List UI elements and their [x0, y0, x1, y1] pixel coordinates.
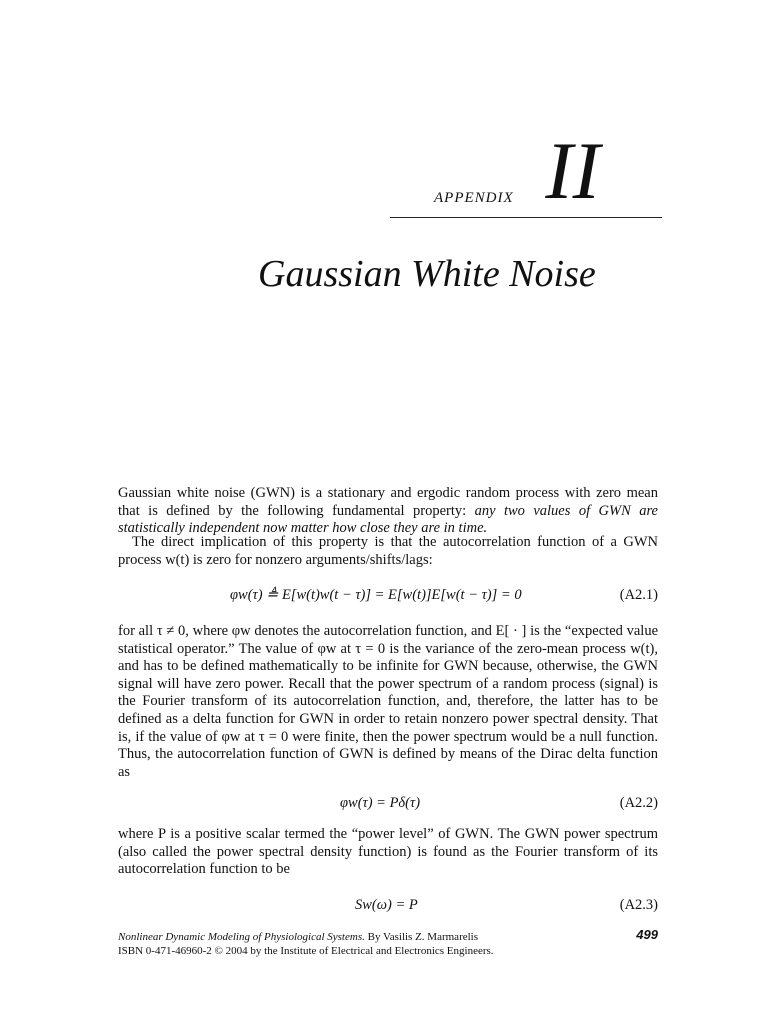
page-number: 499 — [636, 927, 658, 942]
appendix-label: APPENDIX — [434, 190, 514, 206]
paragraph-intro-text: Gaussian white noise (GWN) is a stationary and ergodic random process with zero mean that is defined by the following fundamental property: — [118, 485, 658, 519]
paragraph-implication: The direct implication of this property is that the autocorrelation function of a GWN process w(t) is zero for nonzero arguments/shifts/lags: — [118, 534, 658, 568]
appendix-heading — [390, 125, 662, 220]
page-footer — [118, 927, 658, 958]
equation-number: (A2.2) — [619, 795, 658, 811]
equation-number: (A2.3) — [619, 897, 658, 913]
paragraph-autocorrelation: for all τ ≠ 0, where φw denotes the autocorrelation function, and E[ · ] is the “expected value statistical operator.” The value of φw at τ = 0 is the variance of the zero-mean process w(t), and has to be defined mathematically to be infinite for GWN because, otherwise, the GWN signal will have zero power. Recall that the power spectrum of a random process (signal) is the Fourier transform of its autocorrelation function, and, therefore, the latter has to be defined as a delta function for GWN in order to retain nonzero power spectral density. That is, if the value of φw at τ = 0 were finite, then the power spectrum would be a null function. Thus, the autocorrelation function of GWN is defined by means of the Dirac delta function as — [118, 623, 658, 780]
chapter-title: Gaussian White Noise — [258, 253, 596, 295]
equation-number: (A2.1) — [619, 587, 658, 603]
footer-isbn: ISBN 0-471-46960-2 © 2004 by the Institute of Electrical and Electronics Engineers. — [118, 945, 494, 957]
equation-expression: φw(τ) ≜ E[w(t)w(t − τ)] = E[w(t)]E[w(t − τ)] = 0 — [230, 587, 522, 603]
equation-expression: Sw(ω) = P — [355, 897, 418, 913]
footer-citation — [118, 927, 658, 944]
equation-expression: φw(τ) = Pδ(τ) — [340, 795, 421, 811]
paragraph-intro-emphasis: any two values of GWN are statistically independent now matter how close they are in time. — [118, 502, 658, 537]
paragraph-power-level: where P is a positive scalar termed the “power level” of GWN. The GWN power spectrum (also called the power spectral density function) is found as the Fourier transform of its autocorrelation function to be — [118, 826, 658, 878]
footer-author: By Vasilis Z. Marmarelis — [367, 931, 479, 943]
paragraph-intro — [118, 485, 658, 538]
appendix-numeral: II — [545, 125, 600, 216]
footer-book-title: Nonlinear Dynamic Modeling of Physiological Systems. — [118, 931, 365, 943]
heading-rule — [390, 217, 662, 218]
